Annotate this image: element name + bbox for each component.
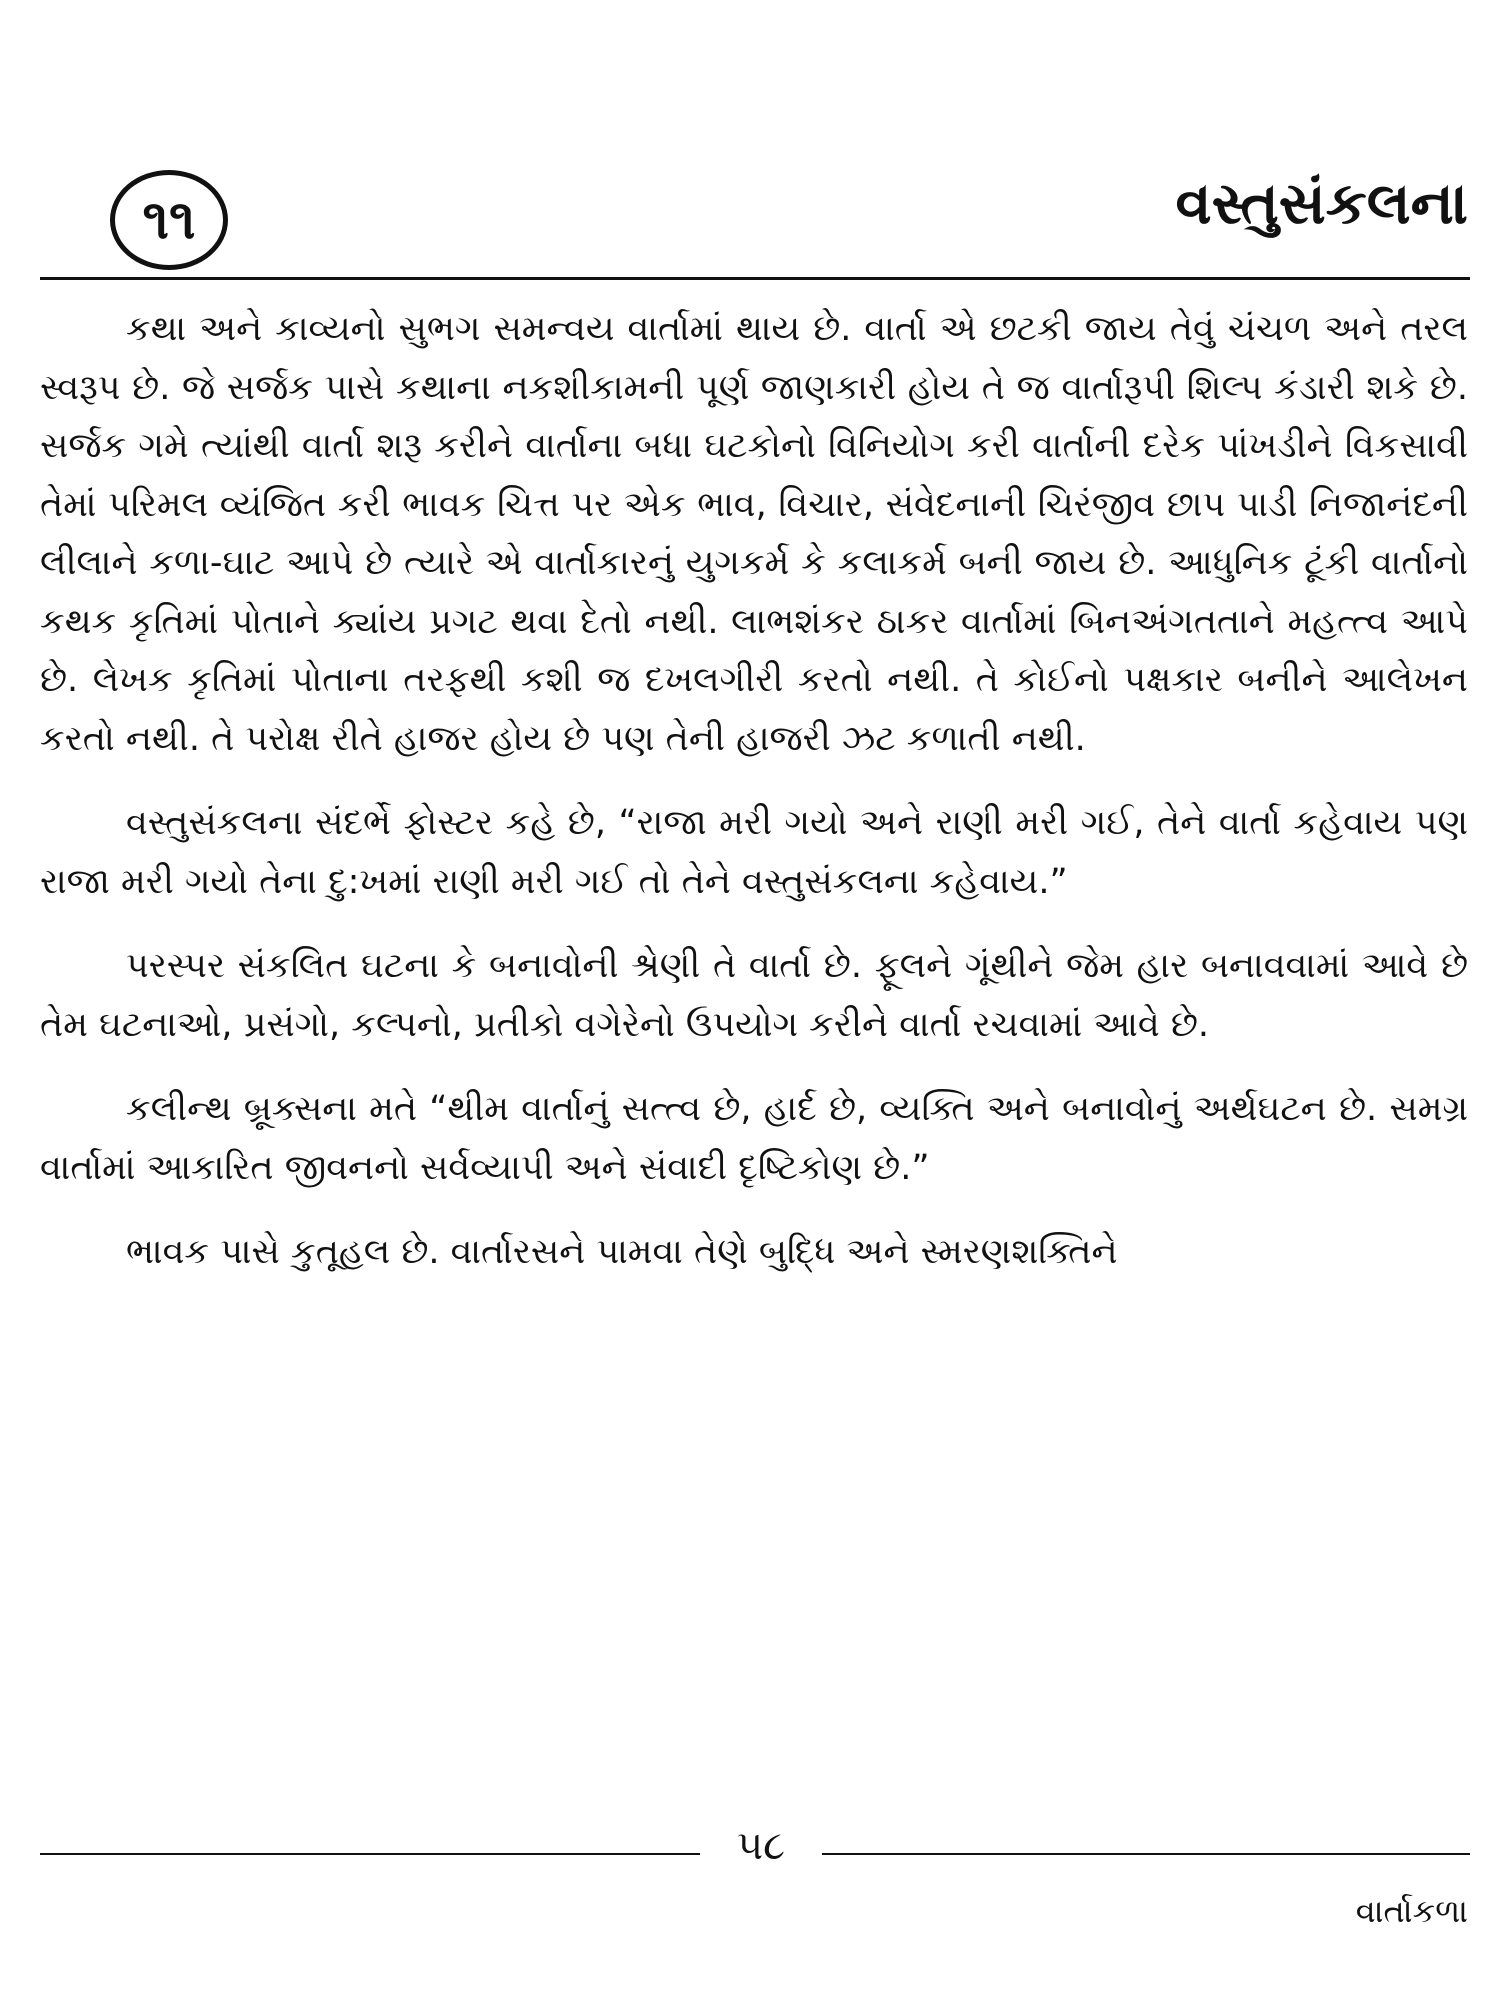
body-text (40, 300, 1468, 1308)
paragraph-3: પરસ્પર સંકલિત ઘટના કે બનાવોની શ્રેણી તે વાર્તા છે. ફૂલને ગૂંથીને જેમ હાર બનાવવામાં આવે છે તેમ ઘટનાઓ, પ્રસંગો, કલ્પનો, પ્રતીકો વગેરેનો ઉપયોગ કરીને વાર્તા રચવામાં આવે છે. (40, 946, 1468, 1045)
paragraph-2: વસ્તુસંકલના સંદર્ભે ફોસ્ટર કહે છે, “રાજા મરી ગયો અને રાણી મરી ગઈ, તેને વાર્તા કહેવાય પણ રાજા મરી ગયો તેના દુ:ખમાં રાણી મરી ગઈ તો તેને વસ્તુસંકલના કહેવાય.” (40, 803, 1468, 902)
footer-divider-left (40, 1853, 700, 1855)
paragraph-4: કલીન્થ બ્રૂક્સના મતે “થીમ વાર્તાનું સત્ત્વ છે, હાર્દ છે, વ્યક્તિ અને બનાવોનું અર્થઘટન છે. સમગ્ર વાર્તામાં આકારિત જીવનનો સર્વવ્યાપી અને સંવાદી દૃષ્ટિકોણ છે.” (40, 1089, 1468, 1188)
page-number: ૫૮ (736, 1823, 786, 1869)
chapter-number: ૧૧ (142, 188, 196, 251)
chapter-title: વસ્તુસંકલના (1175, 169, 1468, 237)
footer-divider-right (822, 1853, 1470, 1855)
header-divider (40, 277, 1470, 280)
chapter-number-badge (110, 170, 228, 270)
paragraph-1: કથા અને કાવ્યનો સુભગ સમન્વય વાર્તામાં થાય છે. વાર્તા એ છટકી જાય તેવું ચંચળ અને તરલ સ્વરૂપ છે. જે સર્જક પાસે કથાના નકશીકામની પૂર્ણ જાણકારી હોય તે જ વાર્તારૂપી શિલ્પ કંડારી શકે છે. સર્જક ગમે ત્યાંથી વાર્તા શરૂ કરીને વાર્તાના બધા ઘટકોનો વિનિયોગ કરી વાર્તાની દરેક પાંખડીને વિકસાવી તેમાં પરિમલ વ્યંજિત કરી ભાવક ચિત્ત પર એક ભાવ, વિચાર, સંવેદનાની ચિરંજીવ છાપ પાડી નિજાનંદની લીલાને કળા-ઘાટ આપે છે ત્યારે એ વાર્તાકારનું યુગકર્મ કે કલાકર્મ બની જાય છે. આધુનિક ટૂંકી વાર્તાનો કથક કૃતિમાં પોતાને ક્યાંય પ્રગટ થવા દેતો નથી. લાભશંકર ઠાકર વાર્તામાં બિનઅંગતતાને મહત્ત્વ આપે છે. લેખક કૃતિમાં પોતાના તરફથી કશી જ દખલગીરી કરતો નથી. તે કોઈનો પક્ષકાર બનીને આલેખન કરતો નથી. તે પરોક્ષ રીતે હાજર હોય છે પણ તેની હાજરી ઝટ કળાતી નથી. (40, 309, 1468, 759)
book-name: વાર્તાકળા (1355, 1892, 1468, 1930)
paragraph-5: ભાવક પાસે કુતૂહલ છે. વાર્તારસને પામવા તેણે બુદ્ધિ અને સ્મરણશક્તિને (126, 1232, 1118, 1272)
